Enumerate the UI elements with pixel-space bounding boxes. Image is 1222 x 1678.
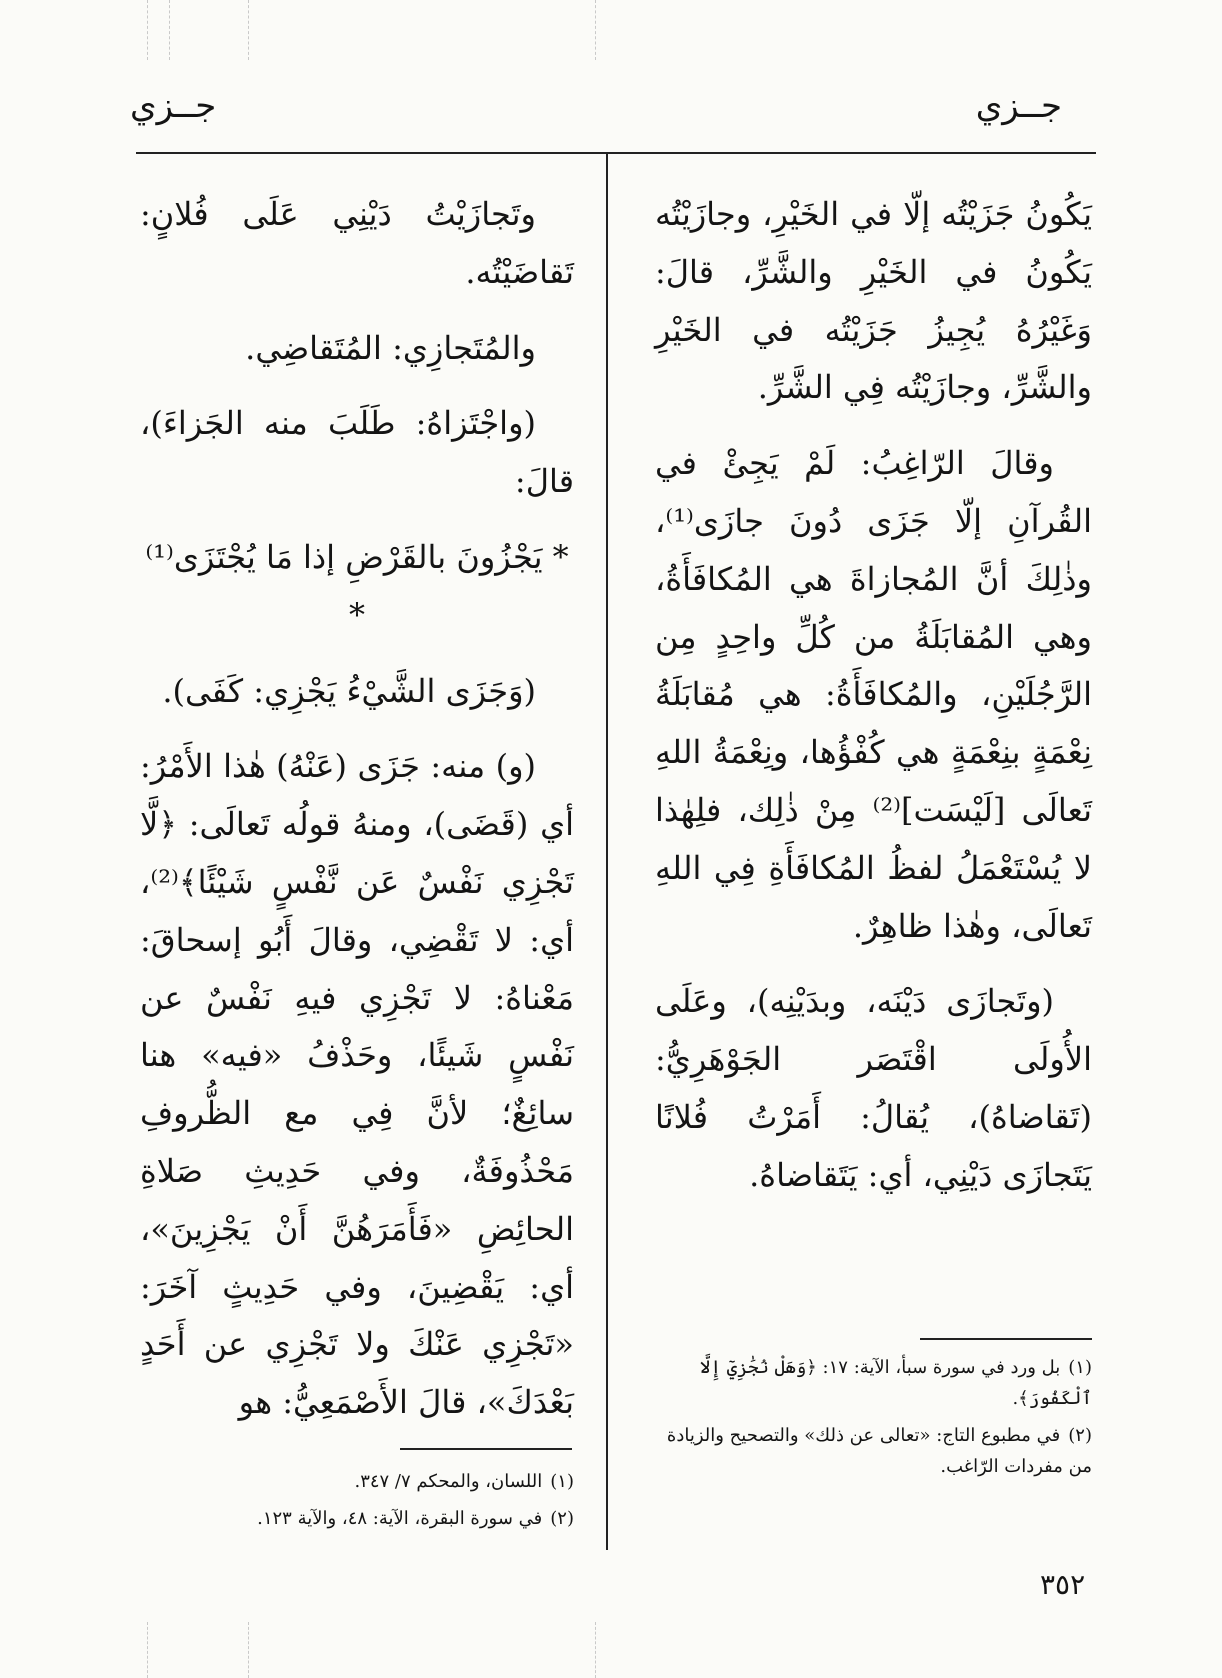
paragraph: وقالَ الرّاغِبُ: لَمْ يَجِئْ في القُرآنِ إلّا جَزَى دُونَ جازَى⁽¹⁾، وذٰلِكَ أنَّ المُجازاةَ هي المُكافَأَةُ، وهي المُقابَلَةُ من كُلِّ واحِدٍ مِن الرَّجُلَيْنِ، والمُكافَأَةُ: هي مُقابَلَةُ نِعْمَةٍ بنِعْمَةٍ هي كُفْؤُها، ونِعْمَةُ اللهِ تَعالَى [لَيْسَت]⁽²⁾ مِنْ ذٰلِك، فلِهٰذا لا يُسْتَعْمَلُ لفظُ المُكافَأَةِ فِي اللهِ تَعالَى، وهٰذا ظاهِرٌ. bbox=[655, 444, 1093, 945]
paragraph: يَكُونُ جَزَيْتُه إلّا في الخَيْرِ، وجازَيْتُه يَكُونُ في الخَيْرِ والشَّرِّ، قالَ: وَغَيْرُهُ يُجِيزُ جَزَيْتُه في الخَيْرِ والشَّرِّ، وجازَيْتُه فِي الشَّرِّ. bbox=[655, 195, 1092, 407]
footnote-rule bbox=[920, 1338, 1092, 1340]
running-header-right: جــزي bbox=[975, 86, 1062, 126]
paragraph: وتَجازَيْتُ دَيْنِي عَلَى فُلانٍ: تَقاضَيْتُه. bbox=[140, 195, 574, 291]
paragraph: (وتَجازَى دَيْنَه، وبدَيْنِه)، وعَلَى الأُولَى اقْتَصَر الجَوْهَرِيُّ: (تَقاضاهُ)، يُقالُ: أَمَرْتُ فُلانًا يَتَجازَى دَيْنِي، أي: يَتَقاضاهُ. bbox=[655, 982, 1092, 1194]
footnote-number: (١) bbox=[550, 1471, 574, 1492]
paragraph: (و) منه: جَزَى (عَنْهُ) هٰذا الأَمْرُ: أي (قَضَى)، ومنهُ قولُه تَعالَى: ﴿لَّا تَجْزِي نَفْسٌ عَن نَّفْسٍ شَيْئًا﴾⁽²⁾، أي: لا تَقْضِي، وقالَ أَبُو إسحاقَ: مَعْناهُ: لا تَجْزِي فيهِ نَفْسٌ عن نَفْسٍ شَيئًا، وحَذْفُ «فيه» هنا سائِغٌ؛ لأنَّ فِي مع الظُّروفِ مَحْذُوفَةٌ، وفي حَدِيثِ صَلاةِ الحائِضِ «فَأَمَرَهُنَّ أَنْ يَجْزِينَ»، أي: يَقْضِينَ، وفي حَدِيثٍ آخَرَ: «تَجْزِي عَنْكَ ولا تَجْزِي عن أَحَدٍ بَعْدَكَ»، قالَ الأَصْمَعِيُّ: هو bbox=[140, 747, 574, 1422]
footnote-number: (٢) bbox=[1068, 1425, 1092, 1446]
crop-mark bbox=[169, 0, 170, 60]
paragraph: (وَجَزَى الشَّيْءُ يَجْزِي: كَفَى). bbox=[162, 671, 536, 710]
crop-mark bbox=[147, 1622, 148, 1678]
header-rule bbox=[136, 152, 1096, 154]
footnote bbox=[655, 1352, 1092, 1414]
column-divider bbox=[606, 152, 608, 1550]
footnote bbox=[140, 1466, 574, 1497]
footnote-rule bbox=[400, 1448, 572, 1450]
crop-mark bbox=[248, 0, 249, 60]
verse-line: * يَجْزُونَ بالقَرْضِ إذا مَا يُجْتَزَى⁽¹⁾ * bbox=[145, 537, 569, 634]
footnote-number: (١) bbox=[1068, 1357, 1092, 1378]
footnote bbox=[655, 1420, 1092, 1482]
footnote bbox=[140, 1503, 574, 1534]
left-footnotes bbox=[140, 1466, 574, 1540]
crop-mark bbox=[595, 1622, 596, 1678]
crop-mark bbox=[147, 0, 148, 60]
crop-mark bbox=[248, 1622, 249, 1678]
footnote-text: في سورة البقرة، الآية: ٤٨، والآية ١٢٣. bbox=[257, 1508, 543, 1529]
right-column bbox=[655, 186, 1092, 1223]
paragraph: (واجْتَزاهُ: طَلَبَ منه الجَزاءَ)، قالَ: bbox=[140, 404, 574, 501]
crop-mark bbox=[595, 0, 596, 60]
page-number: ٣٥٢ bbox=[1040, 1568, 1086, 1601]
footnote-number: (٢) bbox=[550, 1508, 574, 1529]
paragraph: والمُتَجازِي: المُتَقاضِي. bbox=[245, 328, 536, 367]
footnote-text: بل ورد في سورة سبأ، الآية: ١٧: ﴿وَهَلْ نُجَٰزِيٓ إِلَّا ٱلْكَفُورَ﴾. bbox=[699, 1357, 1092, 1409]
footnote-text: في مطبوع التاج: «تعالى عن ذلك» والتصحيح والزيادة من مفردات الرّاغب. bbox=[666, 1425, 1092, 1477]
left-column bbox=[140, 186, 574, 1450]
right-footnotes bbox=[655, 1352, 1092, 1488]
running-header-left: جــزي bbox=[130, 86, 217, 126]
footnote-text: اللسان، والمحكم ٧/ ٣٤٧. bbox=[354, 1471, 543, 1492]
